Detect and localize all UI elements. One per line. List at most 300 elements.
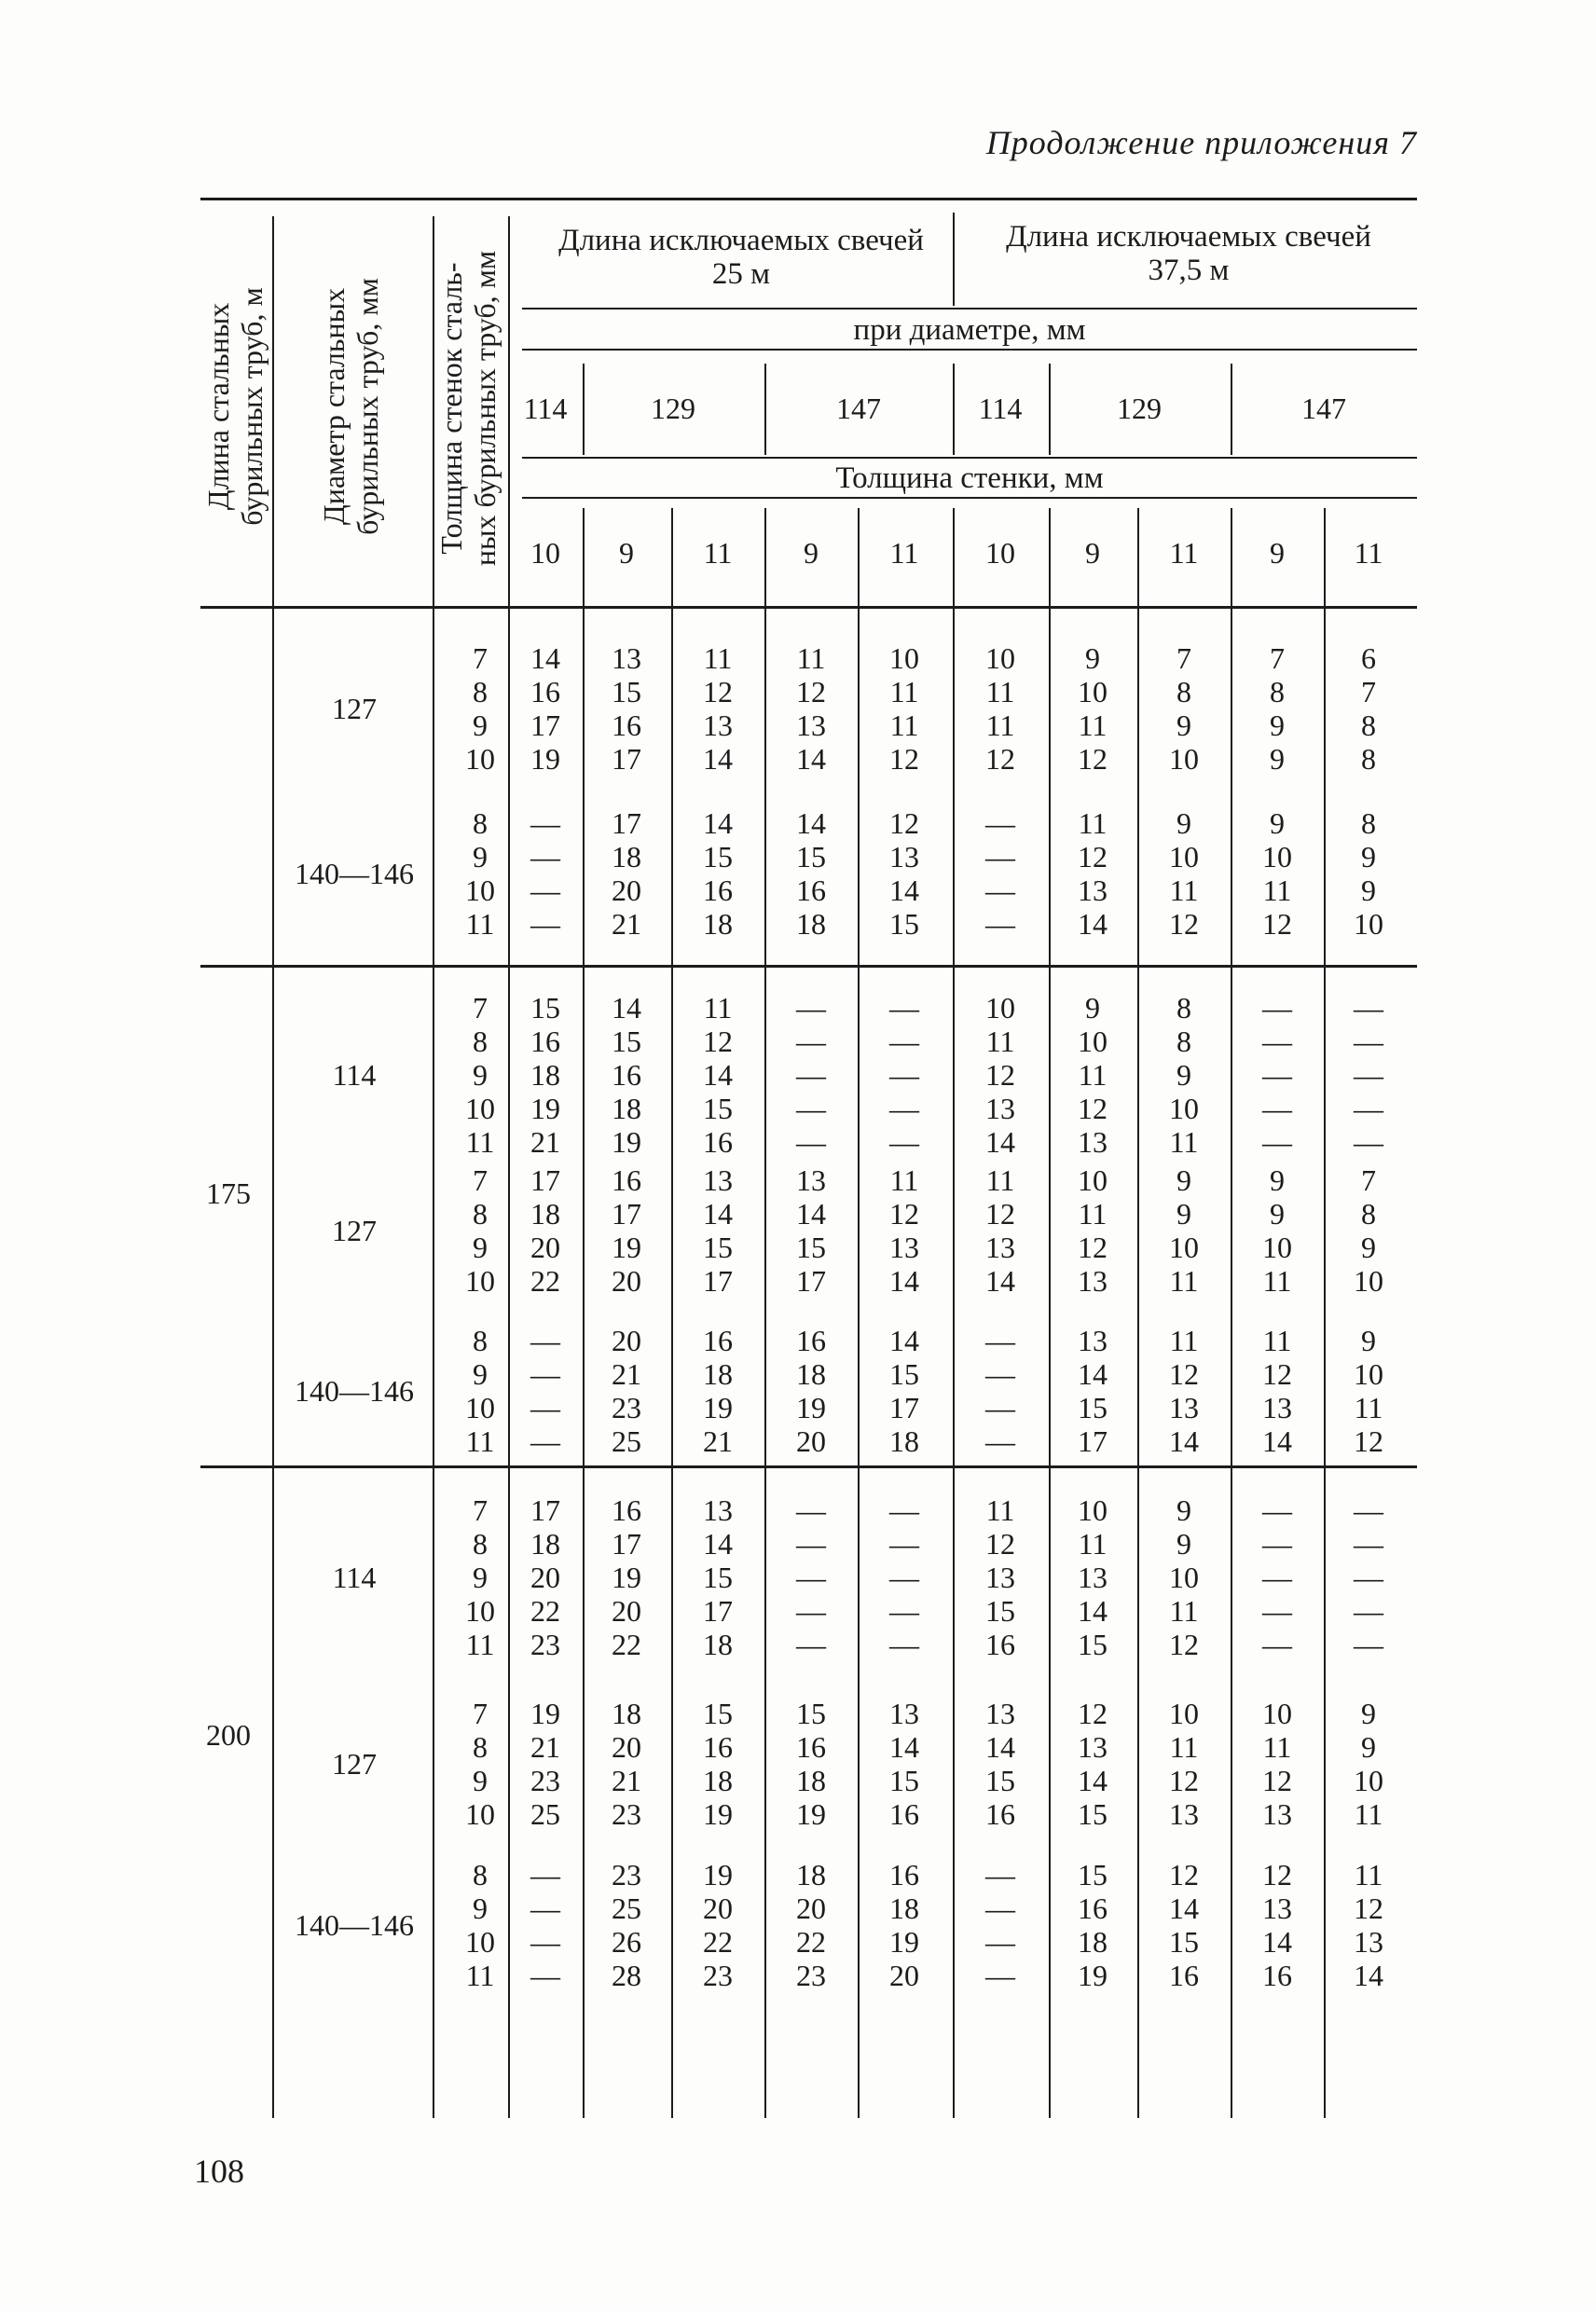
wall-value: 10 bbox=[465, 1092, 495, 1125]
table-cell: 10 bbox=[1169, 742, 1199, 776]
table-cell: 14 bbox=[703, 1197, 733, 1231]
table-cell: 17 bbox=[703, 1594, 733, 1628]
table-cell: 15 bbox=[703, 840, 733, 874]
table-cell: 20 bbox=[796, 1424, 826, 1458]
table-cell: 9 bbox=[1361, 1231, 1376, 1264]
pipe-diameter: 114 bbox=[332, 1058, 377, 1092]
table-cell: 15 bbox=[1169, 1925, 1199, 1959]
table-cell: 16 bbox=[612, 1163, 641, 1197]
table-cell: 10 bbox=[985, 991, 1015, 1025]
table-cell: 11 bbox=[1078, 806, 1108, 840]
wall-value: 9 bbox=[473, 1058, 488, 1092]
table-cell: 9 bbox=[1361, 840, 1376, 874]
table-cell: 13 bbox=[1078, 1324, 1108, 1357]
table-cell: 19 bbox=[530, 1697, 560, 1730]
table-cell: 19 bbox=[612, 1561, 641, 1594]
table-cell: 18 bbox=[612, 1697, 641, 1730]
table-cell: 11 bbox=[1262, 1730, 1292, 1764]
table-cell: — bbox=[530, 840, 560, 874]
diameter-129-375: 129 bbox=[1117, 392, 1162, 425]
table-cell: 13 bbox=[1078, 1561, 1108, 1594]
wall-value: 7 bbox=[473, 1697, 488, 1730]
table-cell: 7 bbox=[1361, 1163, 1376, 1197]
table-cell: 13 bbox=[1262, 1797, 1292, 1831]
table-cell: — bbox=[889, 1527, 919, 1561]
wall-value: 9 bbox=[473, 1764, 488, 1797]
table-cell: 13 bbox=[796, 1163, 826, 1197]
table-cell: 17 bbox=[530, 1493, 560, 1527]
table-cell: 17 bbox=[530, 708, 560, 742]
wall-value: 8 bbox=[473, 1197, 488, 1231]
table-cell: 9 bbox=[1270, 1163, 1285, 1197]
table-cell: 11 bbox=[1262, 874, 1292, 907]
table-cell: 10 bbox=[1262, 1697, 1292, 1730]
table-cell: 11 bbox=[985, 708, 1015, 742]
wall-value: 9 bbox=[473, 1891, 488, 1925]
table-cell: 13 bbox=[1262, 1891, 1292, 1925]
table-cell: 18 bbox=[530, 1058, 560, 1092]
wall-value: 10 bbox=[465, 874, 495, 907]
table-cell: — bbox=[530, 874, 560, 907]
table-cell: 12 bbox=[889, 1197, 919, 1231]
table-cell: 7 bbox=[1270, 641, 1285, 675]
table-cell: 18 bbox=[796, 1764, 826, 1797]
table-cell: 10 bbox=[1262, 840, 1292, 874]
table-cell: 23 bbox=[703, 1959, 733, 1992]
table-cell: 12 bbox=[796, 675, 826, 708]
table-cell: 11 bbox=[1078, 708, 1108, 742]
table-cell: 13 bbox=[985, 1697, 1015, 1730]
table-cell: 13 bbox=[889, 840, 919, 874]
table-cell: 11 bbox=[985, 1163, 1015, 1197]
wall-value: 11 bbox=[465, 1125, 495, 1159]
table-cell: 11 bbox=[1354, 1797, 1383, 1831]
table-cell: — bbox=[889, 1628, 919, 1661]
pipe-length: 175 bbox=[206, 1176, 251, 1210]
table-cell: 13 bbox=[1078, 1264, 1108, 1298]
table-cell: 16 bbox=[889, 1858, 919, 1891]
table-cell: 13 bbox=[1078, 1730, 1108, 1764]
table-cell: 14 bbox=[612, 991, 641, 1025]
table-cell: 12 bbox=[1262, 1357, 1292, 1391]
table-cell: 15 bbox=[1078, 1628, 1108, 1661]
table-cell: 16 bbox=[985, 1628, 1015, 1661]
wall-thickness-5: 10 bbox=[985, 536, 1015, 570]
table-cell: 20 bbox=[612, 874, 641, 907]
wall-thickness-4: 11 bbox=[889, 536, 919, 570]
table-cell: 11 bbox=[703, 641, 733, 675]
table-cell: — bbox=[1262, 1025, 1292, 1058]
header-at-diameter: при диаметре, мм bbox=[853, 313, 1086, 347]
wall-value: 8 bbox=[473, 806, 488, 840]
table-cell: 16 bbox=[1078, 1891, 1108, 1925]
header-pipe-diameter: Диаметр стальных бурильных труб, мм bbox=[317, 278, 384, 535]
table-cell: 14 bbox=[1078, 907, 1108, 941]
table-cell: 19 bbox=[703, 1391, 733, 1424]
table-cell: 8 bbox=[1361, 708, 1376, 742]
table-cell: 21 bbox=[703, 1424, 733, 1458]
table-cell: 11 bbox=[1169, 874, 1199, 907]
table-cell: — bbox=[796, 1125, 826, 1159]
table-cell: 16 bbox=[1169, 1959, 1199, 1992]
table-cell: 20 bbox=[612, 1324, 641, 1357]
wall-thickness-2: 11 bbox=[703, 536, 733, 570]
table-cell: 17 bbox=[889, 1391, 919, 1424]
table-cell: 11 bbox=[1078, 1527, 1108, 1561]
table-cell: 23 bbox=[612, 1858, 641, 1891]
table-cell: 21 bbox=[530, 1730, 560, 1764]
diameter-129-25: 129 bbox=[651, 392, 695, 425]
page-number: 108 bbox=[194, 2153, 244, 2190]
table-cell: — bbox=[1262, 1125, 1292, 1159]
table-cell: 15 bbox=[1078, 1391, 1108, 1424]
table-cell: 20 bbox=[612, 1264, 641, 1298]
table-cell: 19 bbox=[1078, 1959, 1108, 1992]
table-cell: 16 bbox=[796, 874, 826, 907]
table-cell: — bbox=[1354, 1527, 1383, 1561]
table-cell: 12 bbox=[1262, 1858, 1292, 1891]
header-excluded-stands-25: Длина исключаемых свечей 25 м bbox=[558, 224, 924, 291]
table-cell: 12 bbox=[1078, 1092, 1108, 1125]
wall-value: 11 bbox=[465, 1628, 495, 1661]
pipe-diameter: 140—146 bbox=[295, 1908, 414, 1942]
wall-thickness-8: 9 bbox=[1270, 536, 1285, 570]
table-cell: 10 bbox=[889, 641, 919, 675]
table-cell: 10 bbox=[1169, 1231, 1199, 1264]
table-cell: 8 bbox=[1270, 675, 1285, 708]
table-cell: 15 bbox=[612, 1025, 641, 1058]
wall-thickness-7: 11 bbox=[1169, 536, 1199, 570]
table-cell: 9 bbox=[1270, 708, 1285, 742]
table-cell: 16 bbox=[530, 1025, 560, 1058]
table-cell: 12 bbox=[1262, 1764, 1292, 1797]
table-cell: — bbox=[1354, 1628, 1383, 1661]
table-cell: 9 bbox=[1085, 641, 1100, 675]
pipe-diameter: 140—146 bbox=[295, 1374, 414, 1408]
table-cell: 14 bbox=[1078, 1594, 1108, 1628]
table-cell: 16 bbox=[703, 1324, 733, 1357]
table-cell: 12 bbox=[1354, 1424, 1383, 1458]
table-cell: 14 bbox=[1354, 1959, 1383, 1992]
table-cell: 12 bbox=[889, 742, 919, 776]
table-cell: 12 bbox=[985, 1058, 1015, 1092]
wall-value: 10 bbox=[465, 742, 495, 776]
table-cell: 11 bbox=[889, 1163, 919, 1197]
table-cell: 17 bbox=[530, 1163, 560, 1197]
table-cell: 14 bbox=[703, 1058, 733, 1092]
table-cell: 22 bbox=[796, 1925, 826, 1959]
wall-value: 7 bbox=[473, 1163, 488, 1197]
table-cell: 20 bbox=[530, 1561, 560, 1594]
table-cell: 9 bbox=[1176, 1493, 1191, 1527]
wall-value: 11 bbox=[465, 1959, 495, 1992]
table-cell: 22 bbox=[530, 1594, 560, 1628]
table-cell: — bbox=[1262, 1092, 1292, 1125]
header-wall-thickness-pipes: Толщина стенок сталь- ных бурильных труб, мм bbox=[434, 250, 502, 567]
wall-value: 9 bbox=[473, 1357, 488, 1391]
table-cell: 11 bbox=[985, 675, 1015, 708]
table-cell: — bbox=[985, 1357, 1015, 1391]
table-cell: — bbox=[796, 1493, 826, 1527]
table-cell: 20 bbox=[889, 1959, 919, 1992]
table-cell: 28 bbox=[612, 1959, 641, 1992]
table-cell: 15 bbox=[703, 1231, 733, 1264]
table-cell: 16 bbox=[612, 708, 641, 742]
table-cell: 14 bbox=[889, 1264, 919, 1298]
table-cell: 14 bbox=[796, 806, 826, 840]
pipe-diameter: 127 bbox=[332, 1214, 377, 1247]
table-cell: 14 bbox=[985, 1125, 1015, 1159]
table-cell: 20 bbox=[796, 1891, 826, 1925]
table-cell: — bbox=[530, 1858, 560, 1891]
table-cell: — bbox=[985, 1324, 1015, 1357]
wall-value: 10 bbox=[465, 1264, 495, 1298]
table-cell: 12 bbox=[985, 1527, 1015, 1561]
wall-value: 9 bbox=[473, 1231, 488, 1264]
table-cell: 13 bbox=[985, 1092, 1015, 1125]
table-cell: 10 bbox=[1169, 1697, 1199, 1730]
table-cell: 12 bbox=[985, 742, 1015, 776]
table-cell: — bbox=[1354, 991, 1383, 1025]
table-cell: 14 bbox=[889, 874, 919, 907]
table-cell: 19 bbox=[796, 1797, 826, 1831]
table-cell: 14 bbox=[703, 1527, 733, 1561]
table-cell: 18 bbox=[889, 1891, 919, 1925]
table-cell: 15 bbox=[530, 991, 560, 1025]
table-cell: — bbox=[985, 907, 1015, 941]
table-cell: 23 bbox=[612, 1797, 641, 1831]
table-cell: — bbox=[889, 1594, 919, 1628]
table-cell: — bbox=[1262, 991, 1292, 1025]
table-cell: 13 bbox=[796, 708, 826, 742]
table-cell: 17 bbox=[703, 1264, 733, 1298]
table-cell: 11 bbox=[1078, 1197, 1108, 1231]
wall-value: 11 bbox=[465, 1424, 495, 1458]
table-cell: 16 bbox=[703, 1125, 733, 1159]
table-cell: — bbox=[530, 907, 560, 941]
table-cell: 12 bbox=[1169, 1357, 1199, 1391]
table-cell: — bbox=[1354, 1493, 1383, 1527]
wall-value: 10 bbox=[465, 1925, 495, 1959]
table-cell: — bbox=[796, 1561, 826, 1594]
wall-value: 10 bbox=[465, 1797, 495, 1831]
table-cell: 14 bbox=[703, 742, 733, 776]
table-cell: 23 bbox=[530, 1628, 560, 1661]
table-cell: 11 bbox=[796, 641, 826, 675]
table-cell: 10 bbox=[1354, 1764, 1383, 1797]
pipe-diameter: 114 bbox=[332, 1561, 377, 1594]
table-cell: 17 bbox=[1078, 1424, 1108, 1458]
table-cell: 11 bbox=[1169, 1594, 1199, 1628]
table-cell: 23 bbox=[796, 1959, 826, 1992]
table-cell: 19 bbox=[612, 1231, 641, 1264]
table-cell: 13 bbox=[1354, 1925, 1383, 1959]
table-cell: 18 bbox=[889, 1424, 919, 1458]
wall-thickness-0: 10 bbox=[530, 536, 560, 570]
table-cell: — bbox=[1262, 1561, 1292, 1594]
table-cell: 18 bbox=[530, 1197, 560, 1231]
table-cell: 22 bbox=[612, 1628, 641, 1661]
table-cell: 13 bbox=[1078, 874, 1108, 907]
table-cell: 11 bbox=[1262, 1264, 1292, 1298]
wall-value: 10 bbox=[465, 1391, 495, 1424]
table-cell: 14 bbox=[889, 1324, 919, 1357]
table-cell: 16 bbox=[703, 1730, 733, 1764]
table-cell: — bbox=[530, 1424, 560, 1458]
table-cell: 19 bbox=[530, 742, 560, 776]
table-cell: — bbox=[985, 1391, 1015, 1424]
table-cell: — bbox=[530, 1959, 560, 1992]
table-cell: 13 bbox=[703, 708, 733, 742]
table-cell: — bbox=[796, 991, 826, 1025]
table-cell: 15 bbox=[1078, 1797, 1108, 1831]
table-cell: 11 bbox=[1169, 1324, 1199, 1357]
table-cell: — bbox=[530, 1324, 560, 1357]
wall-value: 9 bbox=[473, 840, 488, 874]
table-cell: 23 bbox=[612, 1391, 641, 1424]
table-cell: — bbox=[1354, 1125, 1383, 1159]
table-cell: 16 bbox=[796, 1730, 826, 1764]
diameter-114-25: 114 bbox=[523, 392, 568, 425]
table-cell: — bbox=[1354, 1025, 1383, 1058]
table-cell: 15 bbox=[796, 1697, 826, 1730]
table-cell: 25 bbox=[530, 1797, 560, 1831]
table-cell: — bbox=[530, 1391, 560, 1424]
table-cell: 12 bbox=[703, 1025, 733, 1058]
table-cell: 18 bbox=[796, 1858, 826, 1891]
header-excluded-stands-37-5: Длина исключаемых свечей 37,5 м bbox=[1006, 220, 1371, 287]
table-cell: — bbox=[796, 1594, 826, 1628]
table-cell: 18 bbox=[1078, 1925, 1108, 1959]
table-cell: 16 bbox=[985, 1797, 1015, 1831]
table-cell: — bbox=[1262, 1527, 1292, 1561]
table-cell: 9 bbox=[1270, 806, 1285, 840]
table-cell: 10 bbox=[1354, 1357, 1383, 1391]
table-cell: 10 bbox=[1078, 675, 1108, 708]
table-cell: 11 bbox=[889, 675, 919, 708]
diameter-147-375: 147 bbox=[1301, 392, 1346, 425]
table-cell: 14 bbox=[1169, 1424, 1199, 1458]
table-cell: 19 bbox=[703, 1858, 733, 1891]
table-cell: — bbox=[1262, 1493, 1292, 1527]
table-cell: 16 bbox=[889, 1797, 919, 1831]
table-cell: 20 bbox=[530, 1231, 560, 1264]
table-cell: 15 bbox=[796, 840, 826, 874]
table-cell: 14 bbox=[1262, 1925, 1292, 1959]
table-cell: 13 bbox=[612, 641, 641, 675]
wall-value: 7 bbox=[473, 641, 488, 675]
table-cell: 7 bbox=[1176, 641, 1191, 675]
table-cell: 9 bbox=[1361, 1697, 1376, 1730]
table-cell: 13 bbox=[703, 1163, 733, 1197]
table-cell: 21 bbox=[612, 1357, 641, 1391]
table-cell: 8 bbox=[1176, 991, 1191, 1025]
table-cell: 12 bbox=[985, 1197, 1015, 1231]
table-cell: 14 bbox=[703, 806, 733, 840]
table-cell: 10 bbox=[1078, 1025, 1108, 1058]
wall-value: 9 bbox=[473, 708, 488, 742]
diameter-147-25: 147 bbox=[836, 392, 881, 425]
table-cell: 12 bbox=[1354, 1891, 1383, 1925]
table-cell: 8 bbox=[1176, 1025, 1191, 1058]
wall-value: 8 bbox=[473, 1025, 488, 1058]
table-cell: — bbox=[985, 1858, 1015, 1891]
table-cell: — bbox=[530, 806, 560, 840]
table-cell: 12 bbox=[1078, 742, 1108, 776]
table-cell: 7 bbox=[1361, 675, 1376, 708]
table-cell: 18 bbox=[612, 1092, 641, 1125]
table-cell: 11 bbox=[1169, 1125, 1199, 1159]
table-cell: 18 bbox=[796, 1357, 826, 1391]
table-cell: 9 bbox=[1361, 1324, 1376, 1357]
table-cell: 16 bbox=[612, 1493, 641, 1527]
table-cell: — bbox=[1354, 1058, 1383, 1092]
table-cell: 11 bbox=[1354, 1391, 1383, 1424]
wall-thickness-1: 9 bbox=[619, 536, 634, 570]
table-cell: — bbox=[1354, 1092, 1383, 1125]
table-cell: — bbox=[985, 1424, 1015, 1458]
table-cell: 14 bbox=[796, 742, 826, 776]
table-cell: 23 bbox=[530, 1764, 560, 1797]
table-cell: 11 bbox=[1354, 1858, 1383, 1891]
table-cell: 15 bbox=[985, 1764, 1015, 1797]
pipe-length: 200 bbox=[206, 1718, 251, 1752]
table-cell: 18 bbox=[796, 907, 826, 941]
pipe-diameter: 127 bbox=[332, 1747, 377, 1781]
table-cell: 17 bbox=[612, 806, 641, 840]
table-cell: — bbox=[796, 1092, 826, 1125]
table-cell: 18 bbox=[703, 1764, 733, 1797]
table-cell: 12 bbox=[1078, 840, 1108, 874]
wall-thickness-6: 9 bbox=[1085, 536, 1100, 570]
pipe-diameter: 127 bbox=[332, 692, 377, 725]
table-cell: 12 bbox=[889, 806, 919, 840]
table-cell: 14 bbox=[985, 1730, 1015, 1764]
table-cell: 13 bbox=[985, 1561, 1015, 1594]
table-cell: 11 bbox=[985, 1493, 1015, 1527]
table-cell: 15 bbox=[889, 1764, 919, 1797]
table-cell: 10 bbox=[1354, 1264, 1383, 1298]
table-cell: — bbox=[985, 1959, 1015, 1992]
table-cell: 22 bbox=[530, 1264, 560, 1298]
table-cell: 8 bbox=[1361, 742, 1376, 776]
table-cell: — bbox=[985, 1891, 1015, 1925]
table-cell: 16 bbox=[612, 1058, 641, 1092]
table-cell: 20 bbox=[612, 1594, 641, 1628]
table-cell: 21 bbox=[530, 1125, 560, 1159]
table-cell: — bbox=[1262, 1594, 1292, 1628]
table-cell: — bbox=[889, 1493, 919, 1527]
table-cell: 8 bbox=[1176, 675, 1191, 708]
table-cell: 20 bbox=[703, 1891, 733, 1925]
table-cell: — bbox=[1262, 1628, 1292, 1661]
table-cell: 10 bbox=[1078, 1493, 1108, 1527]
table-cell: 19 bbox=[796, 1391, 826, 1424]
table-cell: 12 bbox=[1262, 907, 1292, 941]
table-cell: 15 bbox=[703, 1561, 733, 1594]
table-cell: 10 bbox=[1078, 1163, 1108, 1197]
table-cell: 9 bbox=[1176, 806, 1191, 840]
table-cell: 8 bbox=[1361, 806, 1376, 840]
table-cell: 10 bbox=[985, 641, 1015, 675]
table-cell: 12 bbox=[1169, 1764, 1199, 1797]
table-cell: — bbox=[889, 1092, 919, 1125]
table-cell: 12 bbox=[1169, 1628, 1199, 1661]
table-cell: — bbox=[985, 840, 1015, 874]
table-cell: 17 bbox=[612, 1527, 641, 1561]
diameter-114-375: 114 bbox=[978, 392, 1023, 425]
table-cell: 10 bbox=[1169, 840, 1199, 874]
